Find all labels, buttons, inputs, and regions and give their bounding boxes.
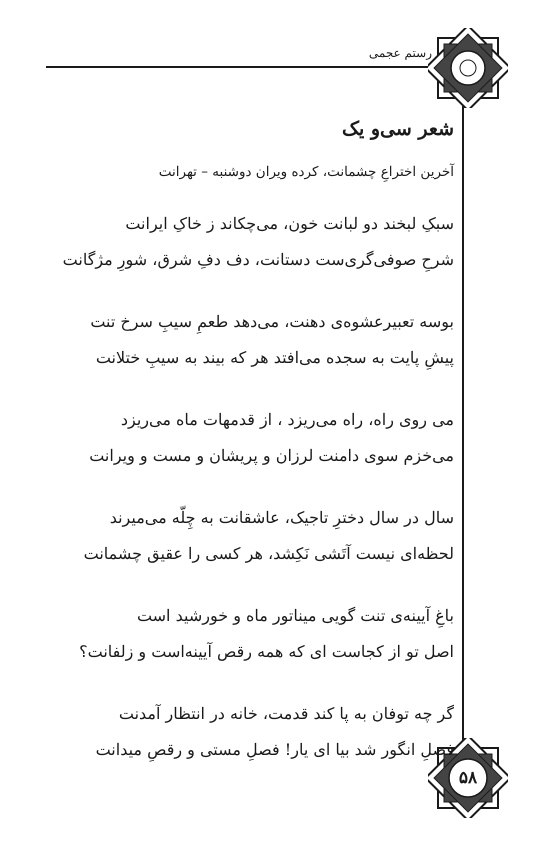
verse-line: گر چه توفان به پا کند قدمت، خانه در انتظار آمدنت [118, 704, 454, 723]
verse-line: لحظه‌ای نیست آتَشی نَکِشد، هر کسی را عقیق چشمانت [83, 544, 454, 563]
stanza [40, 696, 454, 768]
octagram-ornament-icon [428, 28, 508, 108]
page-number: ۵۸ [458, 768, 478, 788]
stanza [40, 598, 454, 670]
verse-line: شرحِ صوفی‌گری‌ست دستانت، دف دفِ شرق، شورِ مژگانت [62, 250, 454, 269]
margin-rule [462, 66, 464, 766]
verse-line: فصلِ انگور شد بیا ای یار! فصلِ مستی و رقصِ میدانت [95, 740, 454, 759]
stanza [40, 402, 454, 474]
header-rule [46, 66, 460, 68]
stanza [40, 304, 454, 376]
stanza-list [40, 206, 454, 768]
verse-line: سبکِ لبخند دو لبانت خون، می‌چکاند ز خاکِ ایرانت [125, 214, 454, 233]
verse-line: می روی راه، راه می‌ریزد ، از قدمهات ماه می‌ریزد [120, 410, 454, 429]
running-header-author: رستم عجمی [368, 46, 432, 60]
verse-line: اصل تو از کجاست ای که همه رقص آیینه‌است و زلفانت؟ [79, 642, 454, 661]
stanza [40, 206, 454, 278]
verse-line: پیشِ پایت به سجده می‌افتد هر که بیند به سیبِ ختلانت [95, 348, 454, 367]
verse-line: می‌خزم سوی دامنت لرزان و پریشان و مست و ویرانت [89, 446, 454, 465]
poem-body [40, 118, 454, 794]
stanza [40, 500, 454, 572]
verse-line: باغِ آیینه‌ی تنت گویی میناتور ماه و خورشید است [136, 606, 454, 625]
verse-line: سال در سال دخترِ تاجیک، عاشقانت به چِلّه می‌میرند [109, 508, 454, 527]
verse-line: بوسه تعبیرعشوه‌ی دهنت، می‌دهد طعمِ سیبِ سرخ تنت [90, 312, 454, 331]
poem-epigraph: آخرین اختراعِ چشمانت، کرده ویران دوشنبه – تهرانت [158, 164, 454, 180]
poem-title: شعر سی‌و یک [341, 118, 454, 140]
